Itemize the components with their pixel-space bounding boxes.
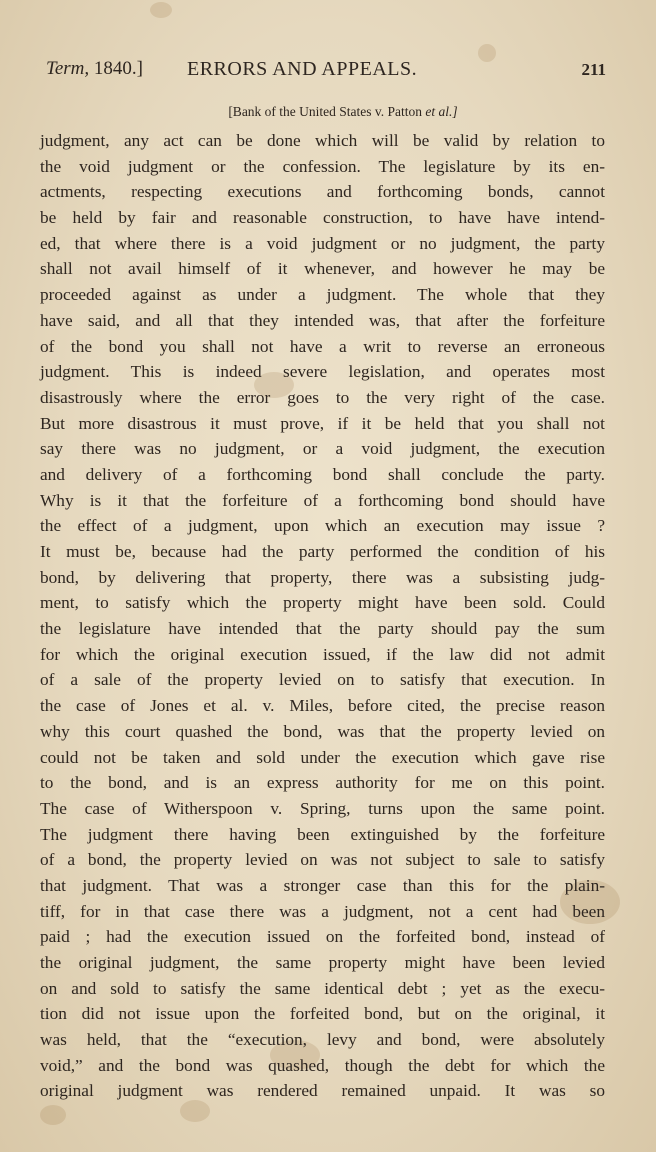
term-year: 1840.] — [93, 58, 143, 79]
foxing-spot — [150, 2, 172, 18]
text-line: actments, respecting executions and forthcoming bonds, cannot — [40, 182, 605, 202]
text-line: on and sold to satisfy the same identical debt ; yet as the execu- — [40, 978, 605, 998]
text-line: It must be, because had the party performed the condition of his — [40, 542, 605, 561]
text-line: the void judgment or the confession. The legislature by its en- — [40, 156, 605, 176]
running-head — [46, 58, 606, 86]
running-head-term — [46, 58, 143, 80]
running-head-title: ERRORS AND APPEALS. — [187, 58, 418, 80]
foxing-spot — [40, 1105, 66, 1125]
text-line: proceeded against as under a judgment. The whole that they — [40, 285, 605, 305]
text-line: Why is it that the forfeiture of a forthcoming bond should have — [40, 490, 605, 510]
text-line: of a bond, the property levied on was not subject to sale to satisfy — [40, 850, 605, 870]
case-reference-title: [Bank of the United States v. Patton — [228, 104, 423, 119]
text-line: original judgment was rendered remained unpaid. It was so — [40, 1081, 605, 1101]
text-line: for which the original execution issued, if the law did not admit — [40, 644, 605, 664]
text-line: the effect of a judgment, upon which an execution may issue ? — [40, 516, 605, 536]
text-line: of the bond you shall not have a writ to reverse an erroneous — [40, 336, 605, 356]
text-line: that judgment. That was a stronger case than this for the plain- — [40, 875, 605, 895]
body-text — [40, 128, 605, 1104]
text-line: the case of Jones et al. v. Miles, before cited, the precise reason — [40, 696, 605, 716]
case-reference-et-al: et al.] — [425, 104, 458, 119]
text-line: paid ; had the execution issued on the forfeited bond, instead of — [40, 927, 605, 947]
text-line: void,” and the bond was quashed, though the debt for which the — [40, 1055, 605, 1075]
text-line: tion did not issue upon the forfeited bond, but on the original, it — [40, 1004, 605, 1024]
text-line: shall not avail himself of it whenever, and however he may be — [40, 259, 605, 279]
text-line: disastrously where the error goes to the very right of the case. — [40, 387, 605, 407]
text-line: judgment. This is indeed severe legislation, and operates most — [40, 362, 605, 382]
text-line: why this court quashed the bond, was that the property levied on — [40, 721, 605, 741]
text-line: the legislature have intended that the party should pay the sum — [40, 619, 605, 639]
text-line: The judgment there having been extinguished by the forfeiture — [40, 824, 605, 844]
page-number: 211 — [581, 60, 606, 79]
text-line: was held, that the “execution, levy and bond, were absolutely — [40, 1030, 605, 1050]
term-label: Term, — [46, 58, 90, 79]
text-line: ed, that where there is a void judgment or no judgment, the party — [40, 233, 605, 253]
text-line: the original judgment, the same property might have been levied — [40, 953, 605, 972]
text-line: But more disastrous it must prove, if it be held that you shall not — [40, 413, 605, 433]
text-line: of a sale of the property levied on to satisfy that execution. In — [40, 670, 605, 690]
text-line: and delivery of a forthcoming bond shall conclude the party. — [40, 464, 605, 484]
text-line: to the bond, and is an express authority for me on this point. — [40, 773, 605, 793]
text-line: bond, by delivering that property, there was a subsisting judg- — [40, 567, 605, 587]
text-line: tiff, for in that case there was a judgment, not a cent had been — [40, 901, 605, 921]
text-line: could not be taken and sold under the execution which gave rise — [40, 747, 605, 767]
text-line: ment, to satisfy which the property might have been sold. Could — [40, 593, 605, 613]
case-reference — [0, 104, 656, 120]
text-line: The case of Witherspoon v. Spring, turns upon the same point. — [40, 798, 605, 818]
text-line: say there was no judgment, or a void judgment, the execution — [40, 439, 605, 459]
text-line: be held by fair and reasonable construction, to have have intend- — [40, 208, 605, 228]
text-line: have said, and all that they intended was, that after the forfeiture — [40, 310, 605, 330]
text-line: judgment, any act can be done which will be valid by relation to — [40, 131, 605, 150]
